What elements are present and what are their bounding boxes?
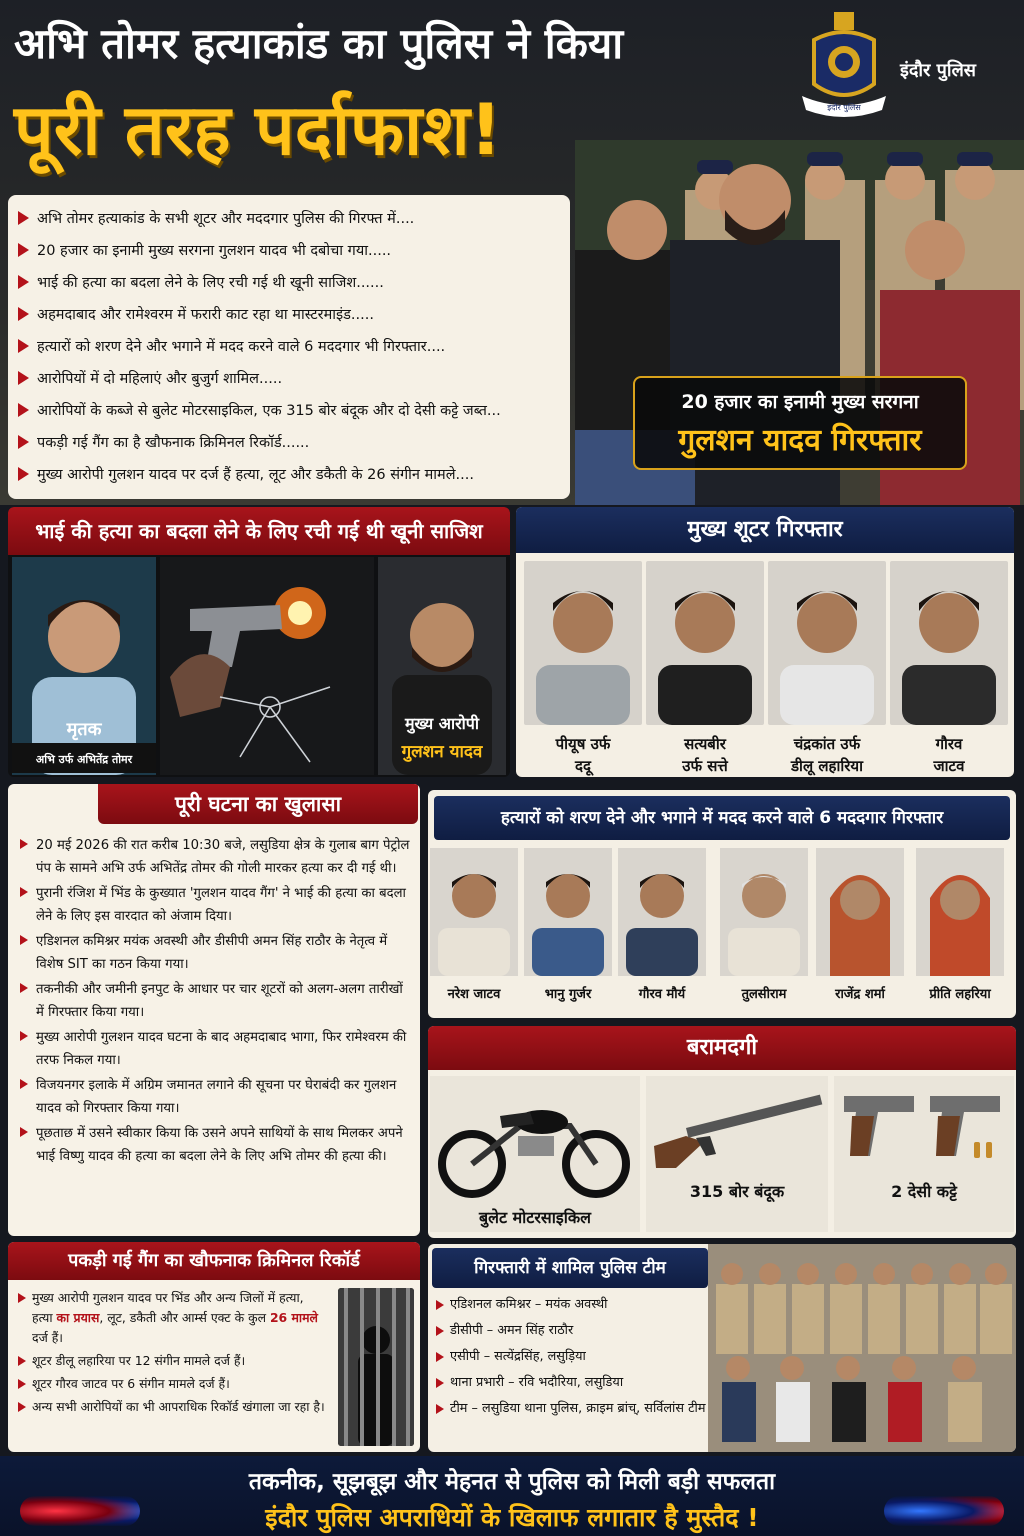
police-team-panel bbox=[428, 1244, 1016, 1452]
incident-item: 20 मई 2026 की रात करीब 10:30 बजे, लसुडिया क्षेत्र के गुलाब बाग पेट्रोल पंप के सामने अभि उर्फ अभितेंद्र तोमर की गोली मारकर हत्या कर दी गई थी। bbox=[20, 834, 414, 880]
shooter-name: गौरव जाटव bbox=[933, 735, 965, 775]
shooter-photo bbox=[524, 561, 642, 725]
incident-item: पूछताछ में उसने स्वीकार किया कि उसने अपने साथियों के साथ मिलकर अपने भाई विष्णु यादव की हत्या का बदला लेने के लिए अभि तोमर की हत्या की। bbox=[20, 1122, 414, 1168]
police-team-photo bbox=[708, 1244, 1016, 1452]
caption-main: गुलशन यादव गिरफ्तार bbox=[678, 423, 922, 458]
pistol-icon bbox=[834, 1076, 1014, 1180]
triangle-bullet-icon bbox=[18, 307, 29, 321]
helper-card bbox=[524, 848, 612, 1002]
footer-line1: तकनीक, सूझबूझ और मेहनत से पुलिस को मिली बड़ी सफलता bbox=[248, 1469, 776, 1495]
key-point: आरोपियों में दो महिलाएं और बुजुर्ग शामिल..... bbox=[18, 363, 562, 395]
shooter-card bbox=[646, 561, 764, 777]
mastermind-caption bbox=[633, 376, 967, 470]
triangle-bullet-icon bbox=[18, 1293, 26, 1303]
shooter-photo bbox=[768, 561, 886, 725]
team-member: टीम – लसुडिया थाना पुलिस, क्राइम ब्रांच्, सर्विलांस टीम bbox=[436, 1398, 706, 1420]
headline-line1: अभि तोमर हत्याकांड का पुलिस ने किया bbox=[14, 19, 624, 68]
triangle-bullet-icon bbox=[20, 1079, 28, 1089]
helper-photo bbox=[618, 848, 706, 976]
victim-name: अभि उर्फ अभितेंद्र तोमर bbox=[35, 753, 133, 766]
helper-card bbox=[430, 848, 518, 1002]
helper-card bbox=[816, 848, 904, 1002]
shooter-name: सत्यबीर उर्फ सत्ते bbox=[682, 735, 728, 775]
helper-photo bbox=[720, 848, 808, 976]
triangle-bullet-icon bbox=[18, 1379, 26, 1389]
triangle-bullet-icon bbox=[18, 1402, 26, 1412]
criminal-record-panel bbox=[8, 1242, 420, 1452]
police-emblem-icon bbox=[796, 10, 892, 120]
helper-photo bbox=[430, 848, 518, 976]
shooters-title: मुख्य शूटर गिरफ्तार bbox=[516, 507, 1014, 553]
recovery-title: बरामदगी bbox=[428, 1026, 1016, 1070]
helper-name: राजेंद्र शर्मा bbox=[835, 987, 885, 1002]
triangle-bullet-icon bbox=[436, 1404, 444, 1414]
triangle-bullet-icon bbox=[20, 839, 28, 849]
shooter-name: चंद्रकांत उर्फ डीलू लहारिया bbox=[791, 735, 863, 775]
incident-item: एडिशनल कमिश्नर मयंक अवस्थी और डीसीपी अमन सिंह राठौर के नेतृत्व में विशेष SIT का गठन किया गया। bbox=[20, 930, 414, 976]
helper-name: नरेश जाटव bbox=[447, 987, 501, 1002]
jail-bars-icon bbox=[338, 1288, 414, 1446]
accused-name: गुलशन यादव bbox=[401, 742, 483, 762]
incident-item: मुख्य आरोपी गुलशन यादव घटना के बाद अहमदाबाद भागा, फिर रामेश्वरम की तरफ निकल गया। bbox=[20, 1026, 414, 1072]
team-title: गिरफ्तारी में शामिल पुलिस टीम bbox=[432, 1248, 708, 1288]
helper-photo bbox=[916, 848, 1004, 976]
record-title: पकड़ी गई गैंग का खौफनाक क्रिमिनल रिकॉर्ड bbox=[8, 1242, 420, 1280]
triangle-bullet-icon bbox=[18, 275, 29, 289]
recovery-item bbox=[834, 1076, 1014, 1232]
recovery-panel bbox=[428, 1026, 1016, 1238]
victim-label: मृतक bbox=[66, 719, 102, 740]
shooter-card bbox=[768, 561, 886, 777]
key-point: मुख्य आरोपी गुलशन यादव पर दर्ज हैं हत्या, लूट और डकैती के 26 संगीन मामले.... bbox=[18, 459, 562, 491]
incident-item: पुरानी रंजिश में भिंड के कुख्यात 'गुलशन यादव गैंग' ने भाई की हत्या का बदला लेने के लिए इस वारदात को अंजाम दिया। bbox=[20, 882, 414, 928]
triangle-bullet-icon bbox=[18, 467, 29, 481]
recovery-label: 315 बोर बंदूक bbox=[689, 1182, 785, 1201]
shooter-card bbox=[890, 561, 1008, 777]
key-point: अहमदाबाद और रामेश्वरम में फरारी काट रहा था मास्टरमाइंड..... bbox=[18, 299, 562, 331]
rifle-icon bbox=[646, 1076, 828, 1180]
triangle-bullet-icon bbox=[20, 935, 28, 945]
helpers-title: हत्यारों को शरण देने और भगाने में मदद करने वाले 6 मददगार गिरफ्तार bbox=[434, 796, 1010, 840]
key-point: अभि तोमर हत्याकांड के सभी शूटर और मददगार पुलिस की गिरफ्त में.... bbox=[18, 203, 562, 235]
helper-name: प्रीति लहरिया bbox=[929, 987, 991, 1002]
team-member: एसीपी – सत्येंद्रसिंह, लसुड़िया bbox=[436, 1346, 706, 1368]
victim-photo bbox=[12, 557, 156, 775]
triangle-bullet-icon bbox=[436, 1378, 444, 1388]
incident-item: तकनीकी और जमीनी इनपुट के आधार पर चार शूटरों को अलग-अलग तारीखों में गिरफ्तार किया गया। bbox=[20, 978, 414, 1024]
recovery-label: 2 देसी कट्टे bbox=[891, 1182, 957, 1201]
footer-line2: इंदौर पुलिस अपराधियों के खिलाफ लगातार है मुस्तैद ! bbox=[265, 1503, 759, 1532]
motorcycle-icon bbox=[430, 1076, 640, 1204]
incident-panel bbox=[8, 784, 420, 1236]
triangle-bullet-icon bbox=[436, 1326, 444, 1336]
helper-card bbox=[916, 848, 1004, 1002]
key-point: हत्यारों को शरण देने और भगाने में मदद करने वाले 6 मददगार भी गिरफ्तार.... bbox=[18, 331, 562, 363]
recovery-label: बुलेट मोटरसाइकिल bbox=[478, 1208, 592, 1227]
recovery-item bbox=[430, 1076, 640, 1232]
triangle-bullet-icon bbox=[18, 339, 29, 353]
helpers-panel bbox=[428, 790, 1016, 1018]
revenge-title: भाई की हत्या का बदला लेने के लिए रची गई थी खूनी साजिश bbox=[8, 507, 510, 555]
revenge-panel bbox=[8, 507, 510, 777]
triangle-bullet-icon bbox=[20, 887, 28, 897]
helper-name: भानु गुर्जर bbox=[544, 987, 592, 1002]
triangle-bullet-icon bbox=[18, 371, 29, 385]
helper-card bbox=[618, 848, 706, 1002]
helper-name: गौरव मौर्य bbox=[638, 987, 686, 1002]
triangle-bullet-icon bbox=[20, 1127, 28, 1137]
team-member: डीसीपी – अमन सिंह राठौर bbox=[436, 1320, 706, 1342]
helper-photo bbox=[816, 848, 904, 976]
shooter-photo bbox=[646, 561, 764, 725]
triangle-bullet-icon bbox=[436, 1300, 444, 1310]
helper-name: तुलसीराम bbox=[741, 987, 787, 1002]
key-point: पकड़ी गई गैंग का है खौफनाक क्रिमिनल रिकॉर्ड...... bbox=[18, 427, 562, 459]
header-banner bbox=[0, 0, 1024, 505]
triangle-bullet-icon bbox=[18, 403, 29, 417]
record-item: मुख्य आरोपी गुलशन यादव पर भिंड और अन्य जिलों में हत्या, हत्या का प्रयास, लूट, डकैती और आर्म्स एक्ट के कुल 26 मामले दर्ज हैं। bbox=[18, 1288, 326, 1348]
record-item: शूटर गौरव जाटव पर 6 संगीन मामले दर्ज हैं। bbox=[18, 1374, 326, 1394]
incident-item: विजयनगर इलाके में अग्रिम जमानत लगाने की सूचना पर घेराबंदी कर गुलशन यादव को गिरफ्तार किया गया। bbox=[20, 1074, 414, 1120]
headline-line2: पूरी तरह पर्दाफाश! bbox=[14, 89, 502, 171]
shooter-name: पीयूष उर्फ ददू bbox=[555, 735, 611, 775]
caption-subtitle: 20 हजार का इनामी मुख्य सरगना bbox=[681, 391, 919, 413]
accused-photo bbox=[378, 557, 506, 775]
record-item: शूटर डीलू लहारिया पर 12 संगीन मामले दर्ज हैं। bbox=[18, 1351, 326, 1371]
siren-light-icon bbox=[20, 1496, 140, 1526]
triangle-bullet-icon bbox=[20, 1031, 28, 1041]
shooter-photo bbox=[890, 561, 1008, 725]
triangle-bullet-icon bbox=[18, 1356, 26, 1366]
record-item: अन्य सभी आरोपियों का भी आपराधिक रिकॉर्ड खंगाला जा रहा है। bbox=[18, 1397, 326, 1417]
helper-photo bbox=[524, 848, 612, 976]
key-point: भाई की हत्या का बदला लेने के लिए रची गई थी खूनी साजिश...... bbox=[18, 267, 562, 299]
footer-banner bbox=[0, 1456, 1024, 1536]
recovery-item bbox=[646, 1076, 828, 1232]
accused-label: मुख्य आरोपी bbox=[404, 714, 480, 733]
org-label: इंदौर पुलिस bbox=[900, 60, 976, 81]
triangle-bullet-icon bbox=[436, 1352, 444, 1362]
key-point: आरोपियों के कब्जे से बुलेट मोटरसाइकिल, एक 315 बोर बंदूक और दो देसी कट्टे जब्त... bbox=[18, 395, 562, 427]
key-point: 20 हजार का इनामी मुख्य सरगना गुलशन यादव भी दबोचा गया..... bbox=[18, 235, 562, 267]
shooters-panel bbox=[516, 507, 1014, 777]
triangle-bullet-icon bbox=[20, 983, 28, 993]
siren-light-icon bbox=[884, 1496, 1004, 1526]
emblem-caption: इंदौर पुलिस bbox=[827, 103, 861, 112]
triangle-bullet-icon bbox=[18, 243, 29, 257]
triangle-bullet-icon bbox=[18, 211, 29, 225]
helper-card bbox=[720, 848, 808, 1002]
team-member: एडिशनल कमिश्नर – मयंक अवस्थी bbox=[436, 1294, 706, 1316]
shooter-card bbox=[524, 561, 642, 777]
incident-title: पूरी घटना का खुलासा bbox=[98, 784, 418, 824]
key-points-box bbox=[8, 195, 570, 499]
team-member: थाना प्रभारी – रवि भदौरिया, लसुडिया bbox=[436, 1372, 706, 1394]
triangle-bullet-icon bbox=[18, 435, 29, 449]
gun-firing-icon bbox=[160, 557, 374, 775]
